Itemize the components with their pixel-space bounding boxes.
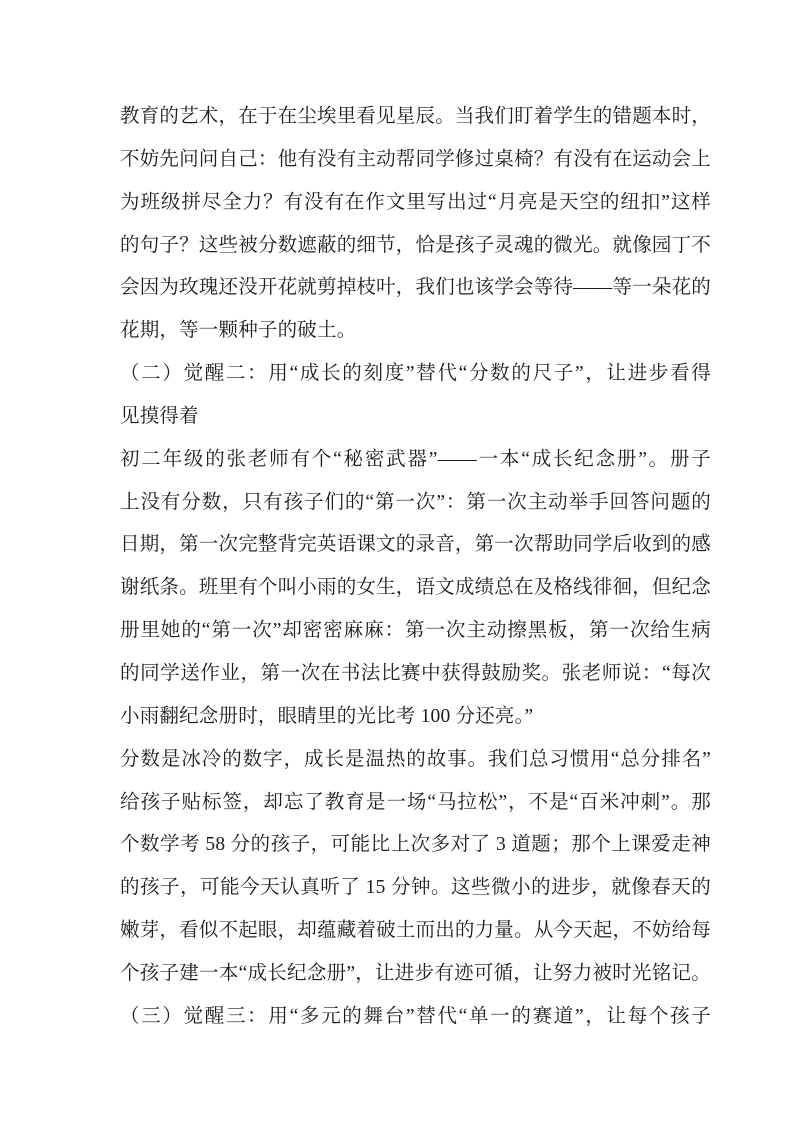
text-line: 册里她的“第一次”却密密麻麻：第一次主动擦黑板，第一次给生病 bbox=[120, 620, 711, 642]
text-line: 日期，第一次完整背完英语课文的录音，第一次帮助同学后收到的感 bbox=[120, 534, 711, 556]
text-line: 初二年级的张老师有个“秘密武器”——一本“成长纪念册”。册子 bbox=[120, 448, 711, 470]
text-line: 分数是冰冷的数字，成长是温热的故事。我们总习惯用“总分排名” bbox=[120, 748, 711, 770]
text-line: 的孩子，可能今天认真听了 15 分钟。这些微小的进步，就像春天的 bbox=[120, 877, 711, 899]
text-line: 见摸得着 bbox=[120, 405, 199, 427]
text-line: 不妨先问问自己：他有没有主动帮同学修过桌椅？有没有在运动会上 bbox=[120, 148, 711, 170]
body-paragraph-education-art bbox=[120, 96, 711, 353]
heading-awakening-three bbox=[120, 996, 711, 1039]
text-line: （二）觉醒二：用“成长的刻度”替代“分数的尺子”，让进步看得 bbox=[120, 363, 711, 385]
text-line: 为班级拼尽全力？有没有在作文里写出过“月亮是天空的纽扣”这样 bbox=[120, 191, 711, 213]
text-line: 个数学考 58 分的孩子，可能比上次多对了 3 道题；那个上课爱走神 bbox=[120, 834, 711, 856]
text-line: 个孩子建一本“成长纪念册”，让进步有迹可循，让努力被时光铭记。 bbox=[120, 962, 711, 984]
body-paragraph-scores-vs-growth bbox=[120, 739, 711, 996]
text-line: 的句子？这些被分数遮蔽的细节，恰是孩子灵魂的微光。就像园丁不 bbox=[120, 234, 711, 256]
text-line: 会因为玫瑰还没开花就剪掉枝叶，我们也该学会等待——等一朵花的 bbox=[120, 277, 711, 299]
text-line: 嫩芽，看似不起眼，却蕴藏着破土而出的力量。从今天起，不妨给每 bbox=[120, 920, 711, 942]
text-line: （三）觉醒三：用“多元的舞台”替代“单一的赛道”，让每个孩子 bbox=[120, 1005, 711, 1027]
text-line: 花期，等一颗种子的破土。 bbox=[120, 320, 357, 342]
text-line: 上没有分数，只有孩子们的“第一次”：第一次主动举手回答问题的 bbox=[120, 491, 711, 513]
heading-awakening-two bbox=[120, 353, 711, 439]
text-line: 谢纸条。班里有个叫小雨的女生，语文成绩总在及格线徘徊，但纪念 bbox=[120, 577, 711, 599]
text-line: 教育的艺术，在于在尘埃里看见星辰。当我们盯着学生的错题本时， bbox=[120, 106, 711, 127]
document-text-block bbox=[120, 96, 711, 1039]
text-line: 小雨翻纪念册时，眼睛里的光比考 100 分还亮。” bbox=[120, 705, 534, 727]
body-paragraph-growth-album bbox=[120, 439, 711, 739]
text-line: 的同学送作业，第一次在书法比赛中获得鼓励奖。张老师说：“每次 bbox=[120, 662, 711, 684]
text-line: 给孩子贴标签，却忘了教育是一场“马拉松”，不是“百米冲刺”。那 bbox=[120, 791, 711, 813]
